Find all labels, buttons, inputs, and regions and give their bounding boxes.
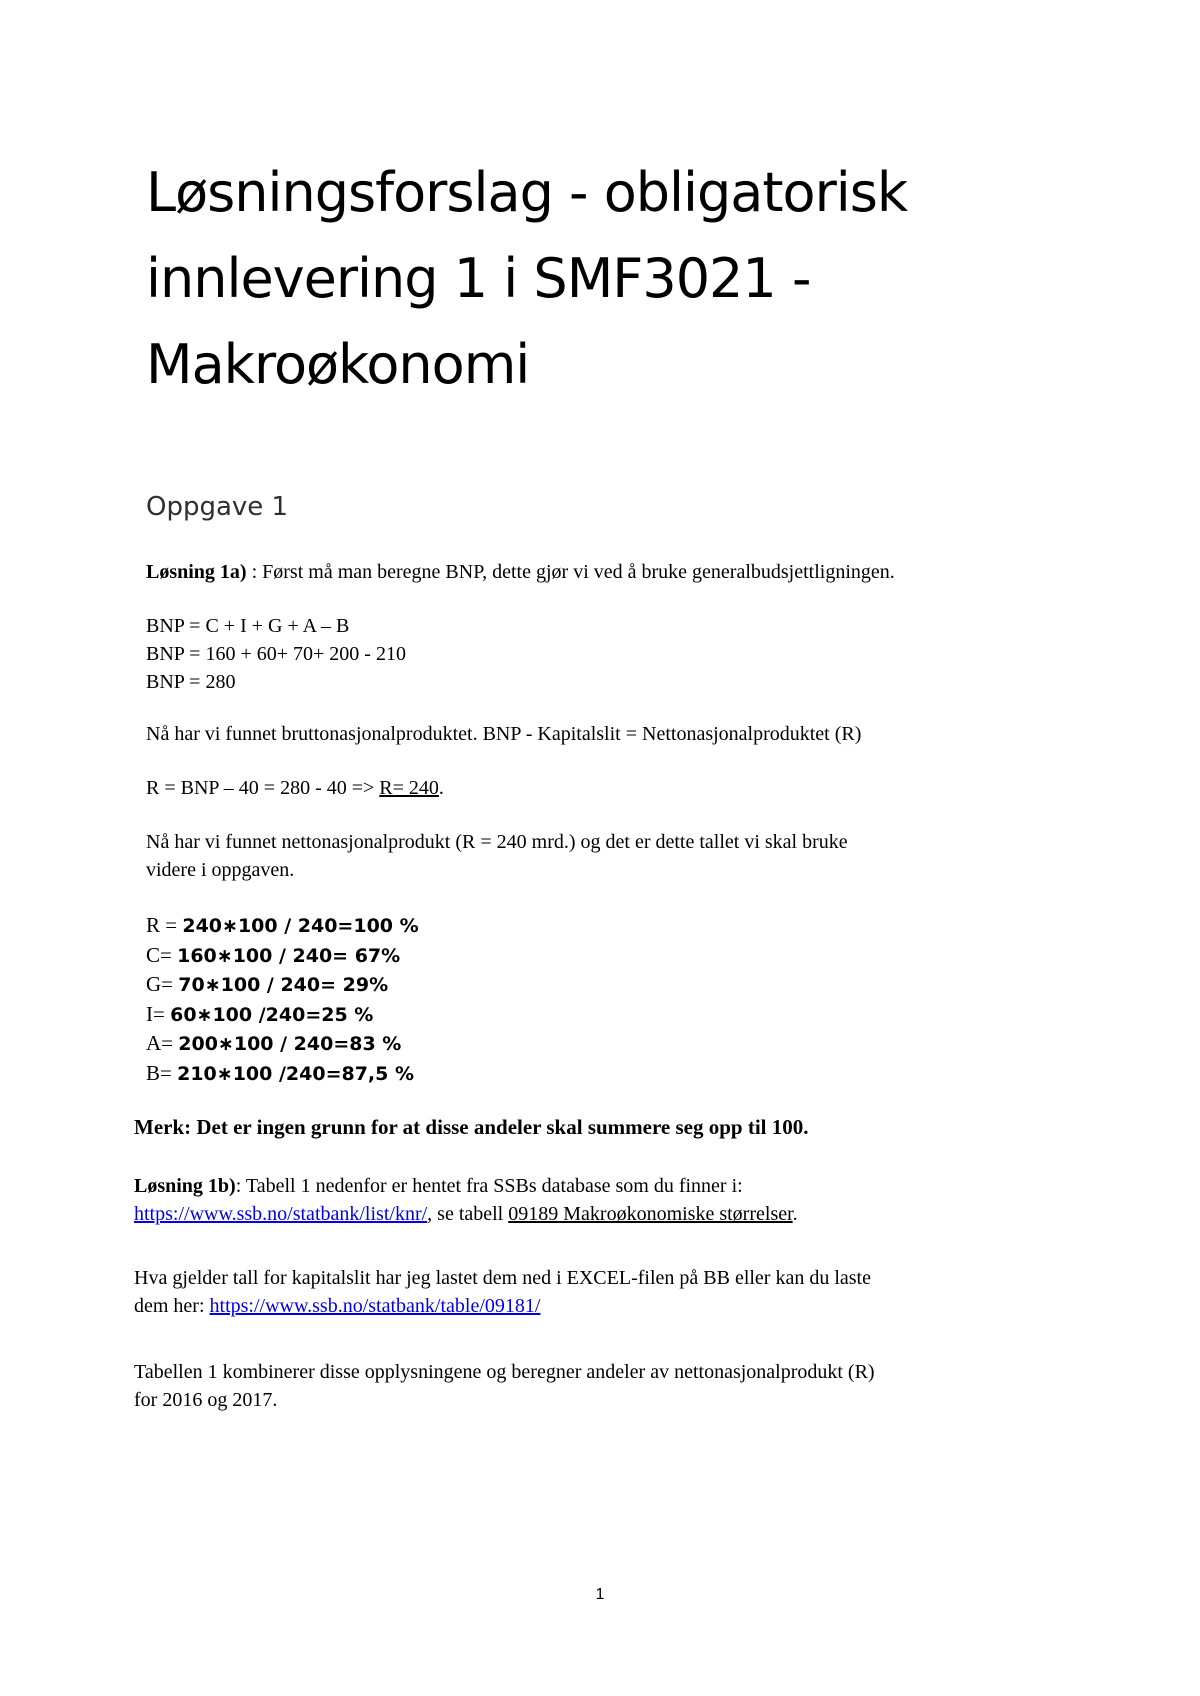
share-line-i [146, 1000, 1046, 1030]
tabell-paragraph [134, 1358, 1054, 1414]
losning-1b-end: . [792, 1203, 798, 1225]
share-label: G= [146, 972, 179, 996]
bnp-found-text: Nå har vi funnet bruttonasjonalproduktet. BNP - Kapitalslit = Nettonasjonalproduktet (R) [146, 723, 862, 745]
share-expression: 70∗100 / 240= 29% [178, 974, 389, 996]
document-title: Løsningsforslag - obligatorisk innlevering 1 i SMF3021 - Makroøkonomi [146, 161, 908, 396]
page-number: 1 [595, 1586, 605, 1603]
share-expression: 160∗100 / 240= 67% [177, 944, 401, 967]
r-calculation [146, 774, 1046, 802]
ssb-knr-link[interactable]: https://www.ssb.no/statbank/list/knr/ [134, 1203, 428, 1225]
share-label: R = [146, 913, 183, 937]
losning-1a-text: : Først må man beregne BNP, dette gjør vi ved å bruke generalbudsjettligningen. [246, 561, 895, 583]
merk-note: Merk: Det er ingen grunn for at disse andeler skal summere seg opp til 100. [134, 1115, 809, 1139]
kapitalslit-line: Hva gjelder tall for kapitalslit har jeg lastet dem ned i EXCEL-filen på BB eller kan du laste [134, 1267, 871, 1289]
share-line-b [146, 1059, 1046, 1089]
losning-1b-paragraph [134, 1172, 1054, 1228]
bnp-equation: BNP = C + I + G + A – B [146, 615, 350, 637]
losning-1b-mid: se tabell [432, 1203, 509, 1225]
bnp-equation: BNP = 160 + 60+ 70+ 200 - 210 [146, 643, 406, 665]
kapitalslit-paragraph [134, 1264, 1054, 1320]
share-label: B= [146, 1060, 178, 1085]
losning-1b-label: Løsning 1b) [134, 1175, 236, 1197]
share-expression: 240∗100 / 240=100 % [182, 915, 419, 937]
shares-list [146, 911, 1046, 1088]
table-reference: 09189 Makroøkonomiske størrelser [508, 1203, 793, 1225]
nnp-found-line: Nå har vi funnet nettonasjonalprodukt (R = 240 mrd.) og det er dette tallet vi skal bruke [146, 831, 848, 853]
bnp-equations [146, 612, 1046, 696]
r-calc-prefix: R = BNP – 40 = 280 - 40 => [146, 777, 380, 799]
r-calc-suffix: . [438, 777, 444, 799]
share-label: A= [146, 1031, 179, 1055]
nnp-found-line: videre i oppgaven. [146, 859, 295, 881]
share-line-r [146, 911, 1046, 941]
ssb-table-link[interactable]: https://www.ssb.no/statbank/table/09181/ [209, 1295, 541, 1317]
tabell-line: for 2016 og 2017. [134, 1389, 278, 1411]
bnp-equation: BNP = 280 [146, 671, 236, 693]
losning-1b-text: : Tabell 1 nedenfor er hentet fra SSBs database som du finner i: [235, 1175, 743, 1197]
share-line-c [146, 941, 1046, 971]
r-calc-result: R= 240 [379, 777, 439, 799]
losning-1a-label: Løsning 1a) [146, 561, 247, 583]
share-line-a [146, 1029, 1046, 1059]
share-label: C= [146, 942, 178, 967]
nnp-found-text [146, 828, 1046, 884]
link-comma: , [427, 1203, 433, 1225]
kapitalslit-line [134, 1292, 1054, 1320]
losning-1a-paragraph [146, 558, 1046, 586]
share-expression: 60∗100 /240=25 % [170, 1003, 374, 1026]
share-label: I= [146, 1001, 171, 1026]
section-heading: Oppgave 1 [146, 492, 289, 522]
losning-1b-line [134, 1172, 1054, 1200]
losning-1b-line [134, 1200, 1054, 1228]
tabell-line: Tabellen 1 kombinerer disse opplysningene og beregner andeler av nettonasjonalprodukt (R) [134, 1361, 875, 1383]
share-expression: 210∗100 /240=87,5 % [177, 1062, 415, 1085]
share-line-g [146, 970, 1046, 1000]
kapitalslit-prefix: dem her: [134, 1295, 210, 1317]
share-expression: 200∗100 / 240=83 % [178, 1033, 402, 1055]
